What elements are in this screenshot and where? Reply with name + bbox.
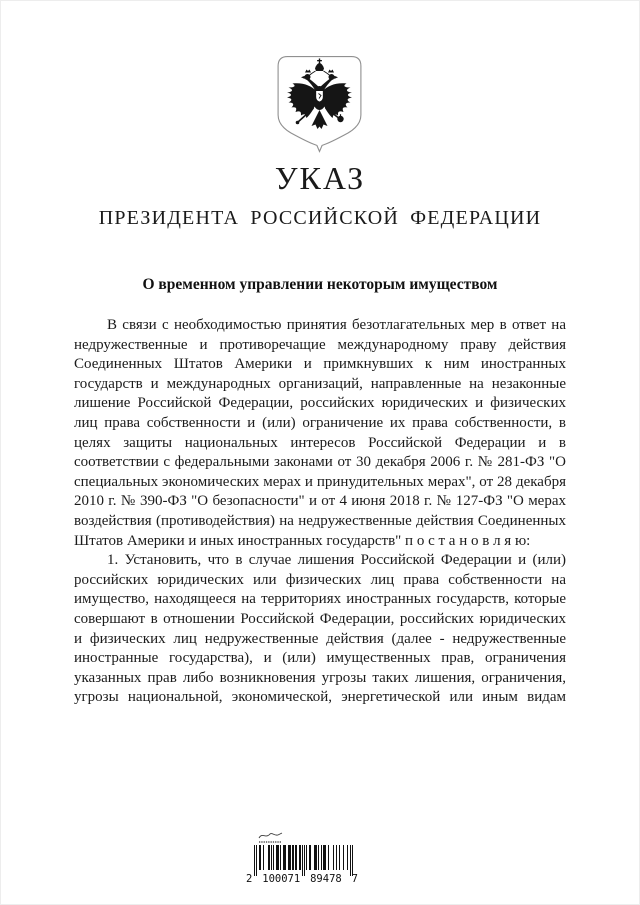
coat-of-arms xyxy=(277,56,362,153)
doc-subject: О временном управлении некоторым имуществом xyxy=(142,276,498,293)
preamble-paragraph: В связи с необходимостью принятия безотлагательных мер в ответ на недружественные и противоречащие международному праву действия Соединенных Штатов Америки и примкнувших к ним иностранных государств и международных организаций, направленные на незаконные лишение Российской Федерации, российских юридических и физических лиц права собственности и (или) ограничение их права собственности, в целях защиты национальных интересов Российской Федерации и в соответствии с федеральными законами от 30 декабря 2006 г. № 281-ФЗ "О специальных экономических мерах и принудительных мерах", от 28 декабря 2010 г. № 390-ФЗ "О безопасности" и от 4 июня 2018 г. № 127-ФЗ "О мерах воздействия (противодействия) на недружественные действия Соединенных Штатов Америки и иных иностранных государств" п о с т а н о в л я ю: xyxy=(74,317,566,549)
barcode-digit-group: 100071 xyxy=(262,873,301,885)
barcode-digit-group: 89478 xyxy=(310,873,342,885)
barcode-bars xyxy=(254,845,355,876)
coat-of-arms-icon xyxy=(277,56,362,153)
barcode-bar-module xyxy=(352,845,353,876)
doc-issuer: ПРЕЗИДЕНТА РОССИЙСКОЙ ФЕДЕРАЦИИ xyxy=(98,207,542,229)
decree-body xyxy=(74,316,566,708)
barcode-digit-group: 7 xyxy=(351,873,358,885)
clause-1-paragraph: 1. Установить, что в случае лишения Российской Федерации и (или) российских юридических или физических лиц права собственности на имущество, находящееся на территориях иностранных государств, которые совершают в отношении Российской Федерации, российских юридических и физических лиц недружественные действия (далее - недружественные иностранные государства), и (или) имущественных прав, ограничения указанных прав либо возникновения угрозы таких лишения, ограничения, угрозы национальной, экономической, энергетической или иным видам xyxy=(74,552,566,706)
barcode-digit-group: 2 xyxy=(246,873,253,885)
print-control-mark-icon xyxy=(258,831,284,845)
doc-type-title: УКАЗ xyxy=(274,160,366,196)
barcode xyxy=(246,831,362,885)
